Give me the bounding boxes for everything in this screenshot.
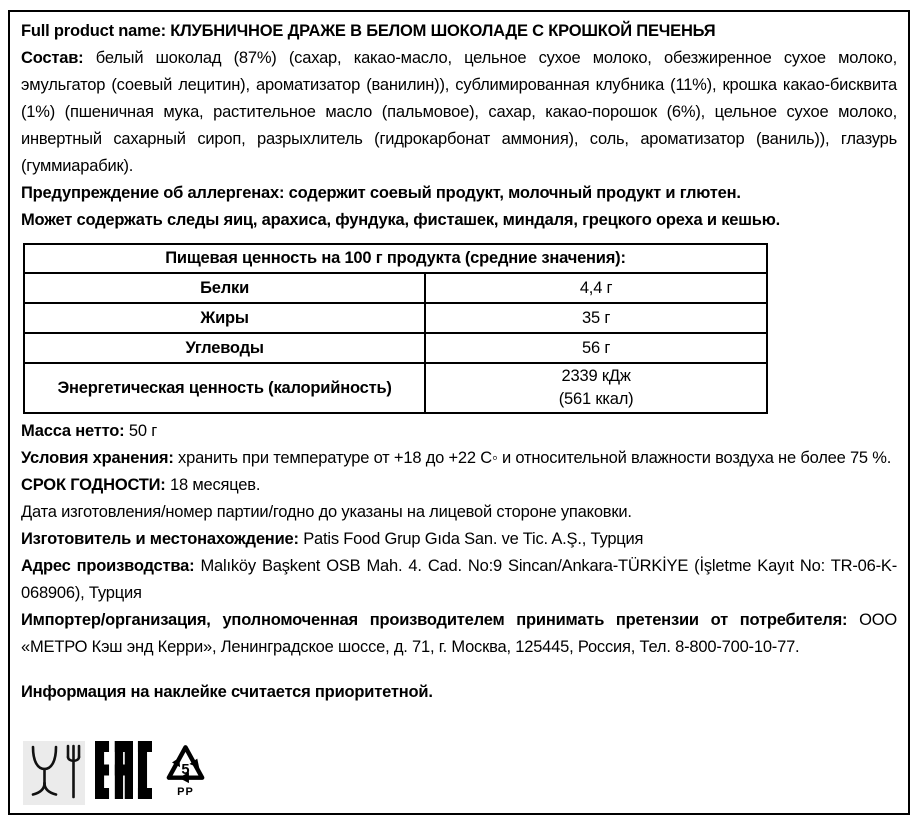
traces-warning: Может содержать следы яиц, арахиса, фундука, фисташек, миндаля, грецкого ореха и кешью. <box>21 211 780 229</box>
table-row-energy <box>24 363 767 413</box>
energy-kj: 2339 кДж <box>561 367 631 385</box>
nutrient-value-cell <box>425 363 767 413</box>
compliance-marks-row <box>23 741 209 805</box>
eac-mark-icon <box>95 741 152 799</box>
net-weight-value: 50 г <box>128 422 158 440</box>
composition-text: белый шоколад (87%) (сахар, какао-масло, цельное сухое молоко, обезжиренное сухое молоко, эмульгатор (соевый лецитин), ароматизатор (ванилин)), сублимированная клубника (11%), крошка какао-бисквита (1%) (пшеничная мука, растительное масло (пальмовое), сахар, какао-порошок (6%), цельное сухое молоко, инвертный сахарный сироп, разрыхлитель (гидрокарбонат аммония), соль, ароматизатор (ваниль)), глазурь (гуммиарабик). <box>21 49 897 175</box>
manufacturer-line <box>21 526 897 553</box>
storage-label: Условия хранения: <box>21 449 174 467</box>
storage-conditions-line <box>21 445 897 472</box>
manufacturer-value: Patis Food Grup Gıda San. ve Tic. A.Ş., Турция <box>303 530 644 548</box>
allergen-warning: Предупреждение об аллергенах: содержит соевый продукт, молочный продукт и глютен. <box>21 184 741 202</box>
importer-line <box>21 607 897 661</box>
nutrition-table <box>23 243 768 414</box>
recycle-number: 5 <box>181 761 190 778</box>
glass-fork-icon <box>23 741 85 805</box>
shelf-life-label: СРОК ГОДНОСТИ: <box>21 476 166 494</box>
shelf-life-line <box>21 472 897 499</box>
storage-text: хранить при температуре от +18 до +22 С◦ и относительной влажности воздуха не более 75 %. <box>178 449 892 467</box>
manufacturer-label: Изготовитель и местонахождение: <box>21 530 299 548</box>
nutrient-label-cell: Жиры <box>24 303 425 333</box>
product-label-sheet <box>8 10 910 815</box>
table-row-fats <box>24 303 767 333</box>
nutrient-value-cell: 4,4 г <box>425 273 767 303</box>
product-name-value: КЛУБНИЧНОЕ ДРАЖЕ В БЕЛОМ ШОКОЛАДЕ С КРОШКОЙ ПЕЧЕНЬЯ <box>170 22 716 40</box>
importer-label: Импортер/организация, уполномоченная производителем принимать претензии от потребителя: <box>21 611 848 629</box>
nutrient-label-cell: Белки <box>24 273 425 303</box>
nutrition-header-row <box>24 244 767 273</box>
net-weight-label: Масса нетто: <box>21 422 125 440</box>
product-name-label: Full product name: <box>21 22 166 40</box>
composition-label: Состав: <box>21 49 84 67</box>
nutrient-label-cell: Энергетическая ценность (калорийность) <box>24 363 425 413</box>
priority-note: Информация на наклейке считается приоритетной. <box>21 683 433 701</box>
table-row-proteins <box>24 273 767 303</box>
nutrient-label-cell: Углеводы <box>24 333 425 363</box>
production-date-note: Дата изготовления/номер партии/годно до указаны на лицевой стороне упаковки. <box>21 503 632 521</box>
production-address-label: Адрес производства: <box>21 557 195 575</box>
nutrient-value-cell: 56 г <box>425 333 767 363</box>
recycle-pp5-icon <box>162 741 209 798</box>
composition-paragraph <box>21 45 897 180</box>
production-address-value: Malıköy Başkent OSB Mah. 4. Cad. No:9 Sincan/Ankara-TÜRKİYE (İşletme Kayıt No: TR-06-K-068906), Турция <box>21 557 897 602</box>
net-weight-line <box>21 418 897 445</box>
nutrient-value-cell: 35 г <box>425 303 767 333</box>
energy-kcal: (561 ккал) <box>558 390 634 408</box>
table-row-carbs <box>24 333 767 363</box>
nutrition-table-title: Пищевая ценность на 100 г продукта (средние значения): <box>24 244 767 273</box>
importer-value: ООО «МЕТРО Кэш энд Керри», Ленинградское шоссе, д. 71, г. Москва, 125445, Россия, Тел. 8-800-700-10-77. <box>21 611 897 656</box>
recycle-code-label: PP <box>177 786 194 798</box>
production-address-line <box>21 553 897 607</box>
shelf-life-value: 18 месяцев. <box>169 476 261 494</box>
product-name-line <box>21 18 897 45</box>
